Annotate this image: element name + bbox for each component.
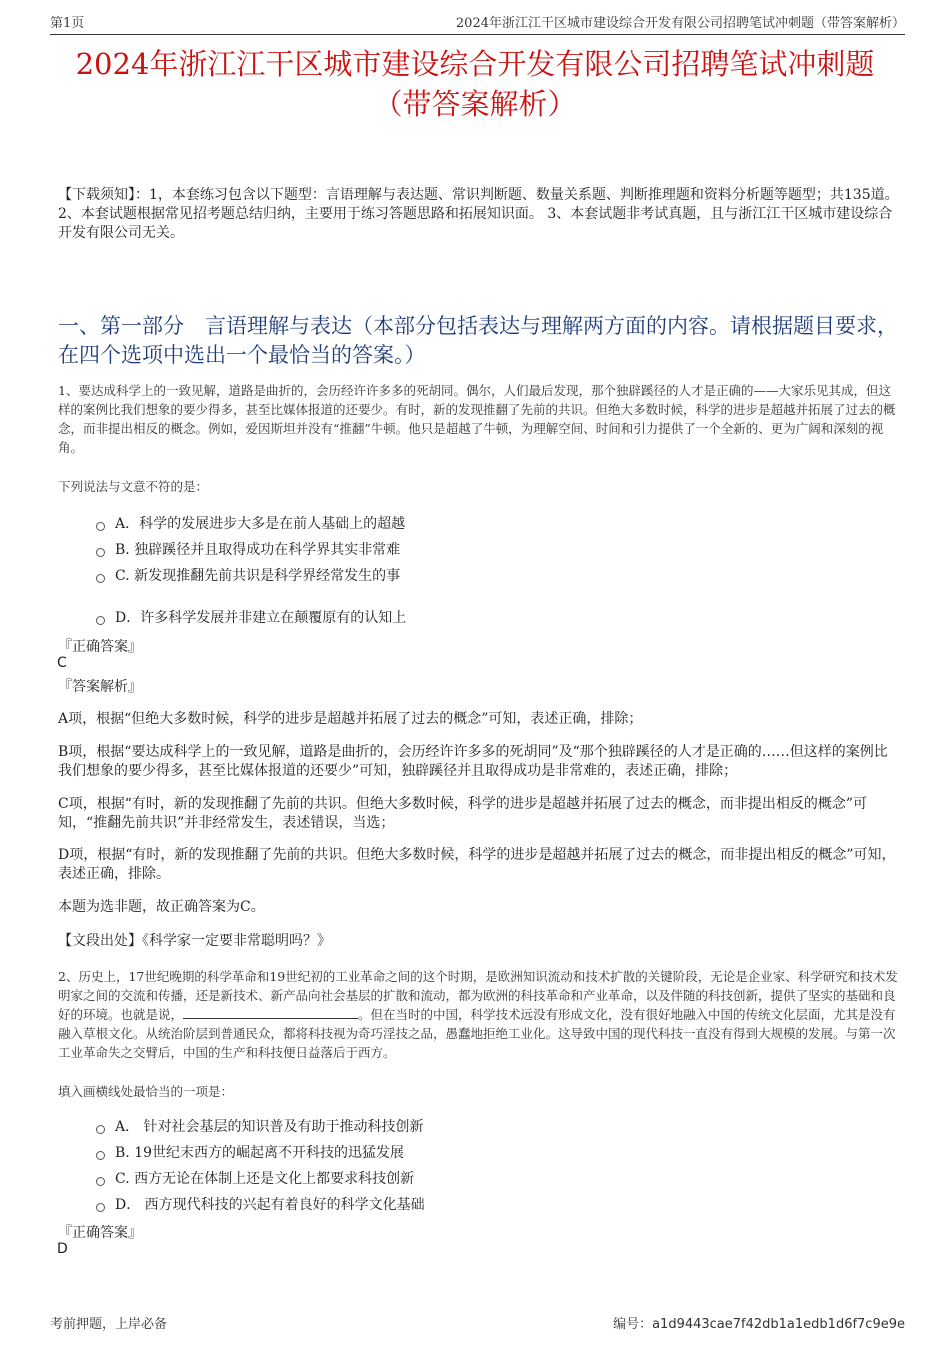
section-heading: 一、第一部分 言语理解与表达（本部分包括表达与理解两方面的内容。请根据题目要求，在四个选项中选出一个最恰当的答案。）: [58, 314, 898, 367]
radio-icon[interactable]: [96, 574, 105, 583]
q1-explanation-c: C项，根据“有时，新的发现推翻了先前的共识。但绝大多数时候，科学的进步是超越并拓展了过去的概念，而非提出相反的概念”可知，“推翻先前共识”并非经常发生，表述错误，当选；: [58, 796, 868, 831]
option-label: B. 19世纪末西方的崛起离不开科技的迅猛发展: [115, 1145, 405, 1161]
stem-text-before: 2、历史上，17世纪晚期的科学革命和19世纪初的工业革命之间的这个时期，是欧洲知识流动和技术扩散的关键阶段，无论是企业家、科学研究和技术发明家之间的交流和传播，还是新技术、新产品向社会基层的扩散和流动，都为欧洲的科技革命和产业革命，以及伴随的科技创新，提供了坚实的基础和良好的环境。也就是说，: [58, 969, 898, 1022]
document-title: [40, 44, 910, 124]
q1-explanation-a: A项，根据“但绝大多数时候，科学的进步是超越并拓展了过去的概念”可知，表述正确，排除；: [58, 711, 643, 727]
q2-answer: D: [57, 1241, 68, 1257]
q1-answer: C: [57, 655, 67, 671]
radio-icon[interactable]: [96, 1203, 105, 1212]
page-number: 第1页: [50, 16, 85, 31]
option-label: C. 西方无论在体制上还是文化上都要求科技创新: [115, 1171, 415, 1187]
q1-explanation-b: B项，根据“要达成科学上的一致见解，道路是曲折的，会历经许许多多的死胡同”及“那个独辟蹊径的人才是正确的……但这样的案例比我们想象的要少得多，甚至比媒体报道的还要少”可知，独辟蹊径并且取得成功是非常难的，表述正确，排除；: [58, 744, 888, 779]
q1-conclusion: 本题为选非题，故正确答案为C。: [58, 899, 265, 915]
option-label: A． 针对社会基层的知识普及有助于推动科技创新: [115, 1119, 424, 1135]
radio-icon[interactable]: [96, 1125, 105, 1134]
radio-icon[interactable]: [96, 1177, 105, 1186]
footer-slogan: 考前押题，上岸必备: [50, 1317, 168, 1332]
question-2-prompt: 填入画横线处最恰当的一项是：: [58, 1084, 234, 1099]
title-line-2: （带答案解析）: [373, 87, 577, 121]
option-label: C. 新发现推翻先前共识是科学界经常发生的事: [115, 568, 401, 584]
q1-option-a[interactable]: [96, 513, 405, 533]
footer-code: [613, 1313, 905, 1332]
title-line-1: 2024年浙江江干区城市建设综合开发有限公司招聘笔试冲刺题: [75, 47, 875, 81]
q1-source: 【文段出处】《科学家一定要非常聪明吗？》: [58, 933, 331, 949]
option-label: D． 西方现代科技的兴起有着良好的科学文化基础: [115, 1197, 425, 1213]
stem-text-after: 。但在当时的中国，科学技术远没有形成文化，没有很好地融入中国的传统文化层面，尤其是没有融入草根文化。从统治阶层到普通民众，都将科技视为奇巧淫技之品，愚蠢地拒绝工业化。这导致中国的现代科技一直没有得到大规模的发展。与第一次工业革命失之交臂后，中国的生产和科技便日益落后于西方。: [58, 1007, 896, 1060]
radio-icon[interactable]: [96, 1151, 105, 1160]
q1-answer-label: 『正确答案』: [58, 639, 142, 655]
q2-option-c[interactable]: [96, 1168, 414, 1188]
download-notice: 【下载须知】：1，本套练习包含以下题型：言语理解与表达题、常识判断题、数量关系题、判断推理题和资料分析题等题型；共135道。 2、本套试题根据常见招考题总结归纳，主要用于练习答题思路和拓展知识面。 3、本套试题非考试真题，且与浙江江干区城市建设综合开发有限公司无关。: [58, 187, 899, 241]
q1-explanation-d: D项，根据“有时，新的发现推翻了先前的共识。但绝大多数时候，科学的进步是超越并拓展了过去的概念，而非提出相反的概念”可知，表述正确，排除。: [58, 847, 896, 882]
q2-answer-label: 『正确答案』: [58, 1225, 142, 1241]
option-label: A．科学的发展进步大多是在前人基础上的超越: [115, 516, 406, 532]
header-divider: [50, 34, 905, 35]
question-2-stem: [58, 967, 903, 1062]
radio-icon[interactable]: [96, 522, 105, 531]
question-1-stem: 1、要达成科学上的一致见解，道路是曲折的，会历经许许多多的死胡同。偶尔，人们最后发现，那个独辟蹊径的人才是正确的——大家乐见其成，但这样的案例比我们想象的要少得多，甚至比媒体报道的还要少。有时，新的发现推翻了先前的共识。但绝大多数时候，科学的进步是超越并拓展了过去的概念，而非提出相反的概念。例如，爱因斯坦并没有“推翻”牛顿。他只是超越了牛顿，为理解空间、时间和引力提供了一个全新的、更为广阔和深刻的视角。: [58, 383, 896, 455]
footer-code-value: a1d9443cae7f42db1a1edb1d6f7c9e9e: [652, 1317, 905, 1332]
option-label: B. 独辟蹊径并且取得成功在科学界其实非常难: [115, 542, 401, 558]
q2-option-a[interactable]: [96, 1116, 424, 1136]
radio-icon[interactable]: [96, 548, 105, 557]
option-label: D．许多科学发展并非建立在颠覆原有的认知上: [115, 610, 407, 626]
q1-option-c[interactable]: [96, 565, 400, 585]
fill-in-blank: [183, 1006, 358, 1019]
q2-option-d[interactable]: [96, 1194, 425, 1214]
q1-analysis-label: 『答案解析』: [58, 679, 142, 695]
q1-option-b[interactable]: [96, 539, 400, 559]
q1-option-d[interactable]: [96, 607, 406, 627]
question-1-prompt: 下列说法与文意不符的是：: [58, 479, 209, 494]
footer-code-label: 编号：: [613, 1317, 653, 1332]
radio-icon[interactable]: [96, 616, 105, 625]
header-doc-title: 2024年浙江江干区城市建设综合开发有限公司招聘笔试冲刺题（带答案解析）: [455, 16, 905, 31]
q2-option-b[interactable]: [96, 1142, 404, 1162]
